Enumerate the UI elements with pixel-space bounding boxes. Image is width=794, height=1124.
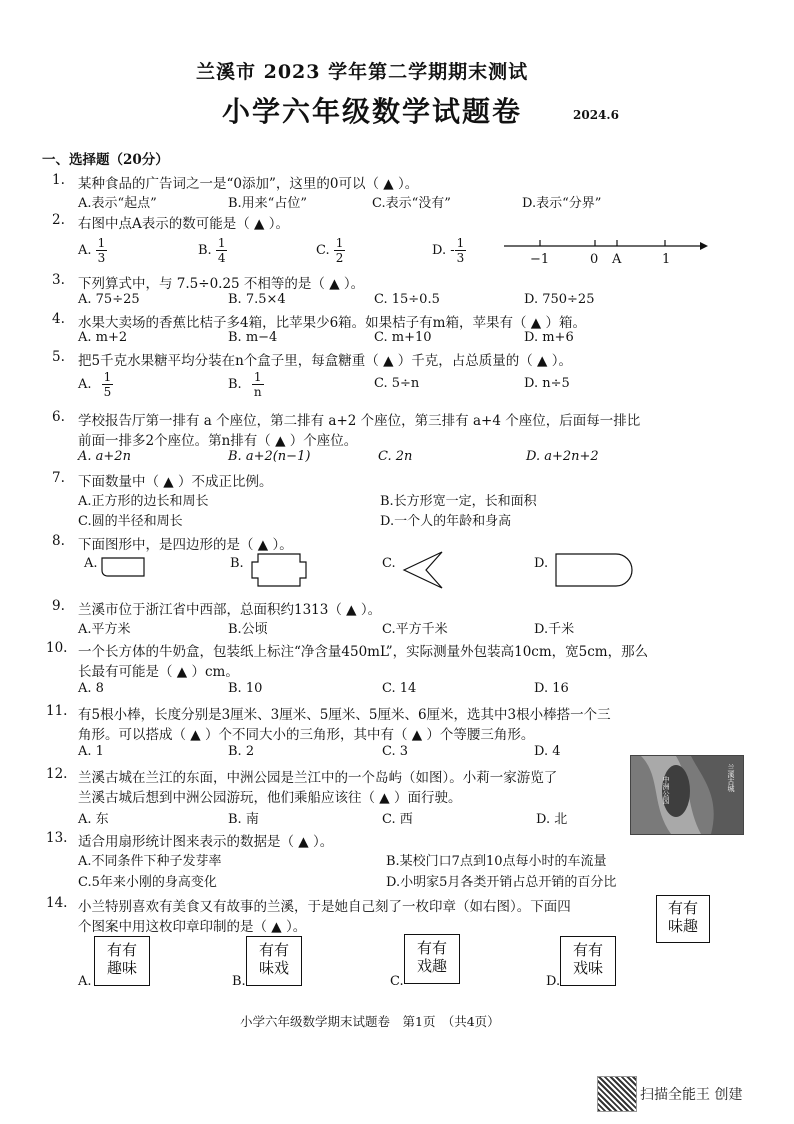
q11-text-line1: 有5根小棒，长度分别是3厘米、3厘米、5厘米、5厘米、6厘米，选其中3根小棒搭一个三 — [78, 707, 611, 723]
q4-text: 水果大卖场的香蕉比桔子多4箱，比苹果少6箱。如果桔子有m箱，苹果有（ ▲ ）箱。 — [78, 315, 586, 331]
q8-text: 下面图形中，是四边形的是（ ▲ ）。 — [78, 537, 293, 553]
q14-seal-a — [94, 936, 150, 986]
exam-title-line2: 小学六年级数学试题卷 — [222, 95, 523, 128]
q10-number: 10. — [46, 640, 68, 656]
q8-label-a: A. — [84, 556, 98, 571]
q2-label-b: B. — [198, 243, 212, 258]
q11-option-c: C. 3 — [382, 744, 409, 759]
exam-title-line1: 兰溪市 2023 学年第二学期期末测试 — [196, 61, 529, 83]
q2-fraction-d: $\frac{1}{3}$ — [456, 236, 465, 265]
q8-shape-d — [554, 552, 638, 588]
q5-fraction-a: $\frac{1}{5}$ — [103, 370, 112, 399]
q14-seal-b-row2: 味戏 — [258, 959, 289, 977]
q13-option-d: D.小明家5月各类开销占总开销的百分比 — [386, 875, 617, 890]
q2-tick-1: 1 — [662, 252, 671, 267]
q10-option-c: C. 14 — [382, 681, 417, 696]
q2-number: 2. — [52, 212, 65, 228]
q7-option-a: A.正方形的边长和周长 — [78, 494, 209, 509]
q5-number: 5. — [52, 349, 65, 365]
q14-seal-c — [404, 934, 460, 984]
q2-option-c — [316, 236, 345, 265]
q9-option-b: B.公顷 — [228, 622, 268, 637]
q2-label-c: C. — [316, 243, 330, 258]
q2-option-a — [78, 236, 107, 265]
q3-option-c: C. 15÷0.5 — [374, 292, 440, 307]
q2-tick-minus1: −1 — [530, 252, 550, 267]
q5-label-b: B. — [228, 377, 242, 392]
q5-option-b — [228, 370, 264, 399]
watermark-app-name: 扫描全能王 — [640, 1087, 710, 1103]
q13-option-a: A.不同条件下种子发芽率 — [78, 854, 222, 869]
q6-option-c: C. 2n — [378, 449, 413, 464]
q13-text: 适合用扇形统计图来表示的数据是（ ▲ ）。 — [78, 834, 334, 850]
q6-text-line2: 前面一排多2个座位。第n排有（ ▲ ）个座位。 — [78, 433, 358, 449]
q14-seal-a-row2: 趣味 — [106, 959, 137, 977]
q5-fraction-b: $\frac{1}{n}$ — [253, 370, 262, 399]
q14-seal-d — [560, 936, 616, 986]
q4-option-c: C. m+10 — [374, 330, 432, 345]
q14-seal-main-row2: 味趣 — [667, 917, 698, 935]
q12-option-d: D. 北 — [536, 812, 568, 827]
q14-seal-d-row1: 有有 — [572, 941, 603, 959]
q14-label-d: D. — [546, 974, 561, 989]
q14-seal-d-row2: 戏味 — [572, 959, 603, 977]
q9-number: 9. — [52, 598, 65, 614]
q5-option-a — [78, 370, 113, 399]
q6-number: 6. — [52, 409, 65, 425]
q2-minus-sign: - — [450, 243, 455, 258]
q2-point-a: A — [612, 252, 622, 267]
q12-text-line1: 兰溪古城在兰江的东面，中洲公园是兰江中的一个岛屿（如图）。小莉一家游览了 — [78, 770, 558, 786]
q8-label-c: C. — [382, 556, 396, 571]
q8-number: 8. — [52, 533, 65, 549]
q14-label-b: B. — [232, 974, 246, 989]
section-heading: 一、选择题（20分） — [42, 152, 169, 168]
page-footer: 小学六年级数学期末试题卷 第1页 （共4页） — [240, 1014, 500, 1029]
q11-option-a: A. 1 — [78, 744, 104, 759]
q12-number: 12. — [46, 766, 68, 782]
q14-seal-b-row1: 有有 — [258, 941, 289, 959]
q12-map-label-city: 兰溪古城 — [727, 764, 735, 792]
q10-option-a: A. 8 — [78, 681, 104, 696]
q2-label-a: A. — [78, 243, 92, 258]
q3-number: 3. — [52, 272, 65, 288]
q10-option-b: B. 10 — [228, 681, 263, 696]
q1-option-a: A.表示“起点” — [78, 196, 157, 211]
q13-number: 13. — [46, 830, 68, 846]
q5-option-d: D. n÷5 — [524, 376, 570, 391]
qr-code-icon — [597, 1076, 637, 1112]
q14-seal-main-row1: 有有 — [667, 899, 698, 917]
q6-text-line1: 学校报告厅第一排有 a 个座位，第二排有 a+2 个座位，第三排有 a+4 个座位，后面每一排比 — [78, 413, 641, 429]
exam-date: 2024.6 — [573, 108, 619, 122]
q10-text-line2: 长最有可能是（ ▲ ）cm。 — [78, 664, 239, 680]
q4-option-d: D. m+6 — [524, 330, 574, 345]
q6-option-d: D. a+2n+2 — [526, 449, 599, 464]
q5-option-c: C. 5÷n — [374, 376, 420, 391]
q1-text: 某种食品的广告词之一是“0添加”，这里的0可以（ ▲ ）。 — [78, 176, 419, 192]
q2-fraction-b: $\frac{1}{4}$ — [217, 236, 226, 265]
q14-label-c: C. — [390, 974, 404, 989]
q2-fraction-a: $\frac{1}{3}$ — [97, 236, 106, 265]
q6-option-a: A. a+2n — [78, 449, 131, 464]
watermark-suffix: 创建 — [714, 1087, 743, 1103]
q4-option-a: A. m+2 — [78, 330, 128, 345]
q7-option-b: B.长方形宽一定，长和面积 — [380, 494, 537, 509]
q5-text: 把5千克水果糖平均分装在n个盒子里，每盒糖重（ ▲ ）千克，占总质量的（ ▲ ）。 — [78, 353, 572, 369]
q8-label-d: D. — [534, 556, 549, 571]
q1-number: 1. — [52, 172, 65, 188]
q2-label-d: D. — [432, 243, 447, 258]
q12-map-image — [630, 755, 744, 835]
q14-text-line1: 小兰特别喜欢有美食又有故事的兰溪，于是她自己刻了一枚印章（如右图）。下面四 — [78, 899, 571, 915]
q11-option-b: B. 2 — [228, 744, 255, 759]
q9-option-a: A.平方米 — [78, 622, 131, 637]
q3-option-d: D. 750÷25 — [524, 292, 595, 307]
q6-option-b: B. a+2(n−1) — [228, 449, 311, 464]
q13-option-c: C.5年来小刚的身高变化 — [78, 875, 217, 890]
q14-number: 14. — [46, 895, 68, 911]
q14-seal-b — [246, 936, 302, 986]
q8-label-b: B. — [230, 556, 244, 571]
q14-seal-c-row2: 戏趣 — [416, 957, 447, 975]
q9-option-c: C.平方千米 — [382, 622, 448, 637]
q14-text-line2: 个图案中用这枚印章印制的是（ ▲ ）。 — [78, 919, 307, 935]
q1-option-d: D.表示“分界” — [522, 196, 602, 211]
q3-option-a: A. 75÷25 — [78, 292, 140, 307]
q13-option-b: B.某校门口7点到10点每小时的车流量 — [386, 854, 607, 869]
q9-text: 兰溪市位于浙江省中西部，总面积约1313（ ▲ ）。 — [78, 602, 382, 618]
q12-option-b: B. 南 — [228, 812, 259, 827]
q8-shape-c — [402, 548, 452, 592]
q7-text: 下面数量中（ ▲ ）不成正比例。 — [78, 474, 273, 490]
q3-text: 下列算式中，与 7.5÷0.25 不相等的是（ ▲ ）。 — [78, 276, 365, 292]
q2-tick-0: 0 — [590, 252, 599, 267]
q14-seal-a-row1: 有有 — [106, 941, 137, 959]
q4-option-b: B. m−4 — [228, 330, 278, 345]
q8-shape-a — [100, 556, 150, 580]
q14-seal-main — [656, 895, 710, 943]
q12-text-line2: 兰溪古城后想到中洲公园游玩，他们乘船应该往（ ▲ ）面行驶。 — [78, 790, 462, 806]
q1-option-b: B.用来“占位” — [228, 196, 307, 211]
q7-option-c: C.圆的半径和周长 — [78, 514, 183, 529]
q11-number: 11. — [46, 703, 68, 719]
q7-number: 7. — [52, 470, 65, 486]
q12-map-label-park: 中洲公园 — [662, 776, 670, 804]
q2-option-d — [432, 236, 466, 265]
q10-text-line1: 一个长方体的牛奶盒，包装纸上标注“净含量450mL”，实际测量外包装高10cm，宽5cm，那么 — [78, 644, 649, 660]
q7-option-d: D.一个人的年龄和身高 — [380, 514, 512, 529]
watermark-text — [640, 1084, 742, 1104]
q11-text-line2: 角形。可以搭成（ ▲ ）个不同大小的三角形，其中有（ ▲ ）个等腰三角形。 — [78, 727, 535, 743]
q2-option-b — [198, 236, 227, 265]
q14-label-a: A. — [78, 974, 92, 989]
q10-option-d: D. 16 — [534, 681, 569, 696]
q14-seal-c-row1: 有有 — [416, 939, 447, 957]
q11-option-d: D. 4 — [534, 744, 561, 759]
q12-option-c: C. 西 — [382, 812, 413, 827]
q2-fraction-c: $\frac{1}{2}$ — [335, 236, 344, 265]
q5-label-a: A. — [78, 377, 92, 392]
q8-shape-b — [252, 550, 308, 590]
q12-option-a: A. 东 — [78, 812, 109, 827]
q3-option-b: B. 7.5×4 — [228, 292, 286, 307]
q9-option-d: D.千米 — [534, 622, 575, 637]
q1-option-c: C.表示“没有” — [372, 196, 451, 211]
q2-text: 右图中点A表示的数可能是（ ▲ ）。 — [78, 216, 289, 232]
q4-number: 4. — [52, 311, 65, 327]
